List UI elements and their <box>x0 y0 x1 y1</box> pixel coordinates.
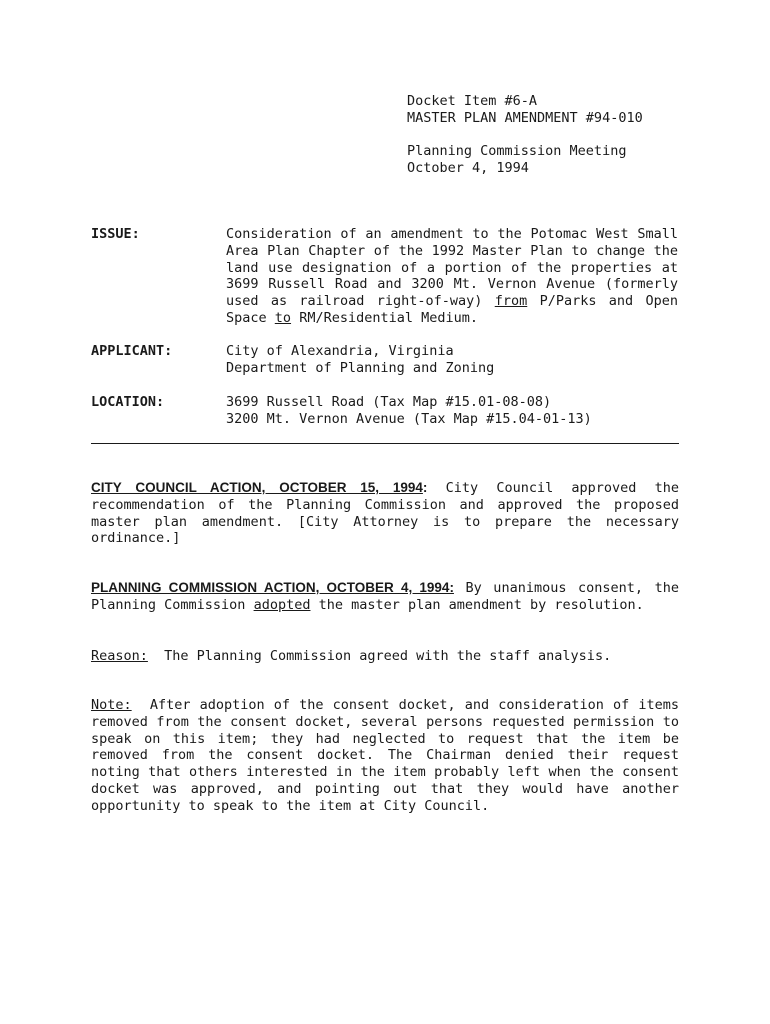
council-action-colon: : <box>422 480 428 495</box>
note-label: Note: <box>91 697 132 713</box>
applicant-line-2: Department of Planning and Zoning <box>226 359 495 376</box>
meeting-name: Planning Commission Meeting <box>407 143 627 160</box>
issue-description: Consideration of an amendment to the Potomac West Small Area Plan Chapter of the 1992 Master Plan to change the land use designation of a portion of the properties at 3699 Russell Road and 3200 Mt. Vernon Avenue (formerly used as railroad right-of-way) <box>226 226 678 310</box>
reason-paragraph <box>91 648 679 665</box>
master-plan-amendment-number: MASTER PLAN AMENDMENT #94-010 <box>407 109 643 126</box>
council-action-paragraph <box>91 480 679 547</box>
commission-action-adopted: adopted <box>253 596 311 613</box>
issue-to-word: to <box>274 309 292 326</box>
council-action-heading: CITY COUNCIL ACTION, OCTOBER 15, 1994 <box>91 480 423 495</box>
reason-text: The Planning Commission agreed with the staff analysis. <box>164 648 612 664</box>
issue-from-designation: P/Parks and Open Space <box>226 293 678 326</box>
applicant-line-1: City of Alexandria, Virginia <box>226 343 454 359</box>
issue-from-word: from <box>494 293 528 310</box>
commission-action-text-before: By unanimous consent, the Planning Commission <box>91 580 679 613</box>
section-divider <box>91 443 679 444</box>
docket-header <box>407 93 737 177</box>
docket-item-number: Docket Item #6-A <box>407 93 538 109</box>
meeting-date: October 4, 1994 <box>407 160 529 177</box>
reason-label: Reason: <box>91 648 148 664</box>
note-paragraph <box>91 697 679 815</box>
location-label: LOCATION: <box>91 394 165 410</box>
location-line-1: 3699 Russell Road (Tax Map #15.01-08-08) <box>226 394 552 410</box>
issue-label: ISSUE: <box>91 226 140 242</box>
location-line-2: 3200 Mt. Vernon Avenue (Tax Map #15.04-01-13) <box>226 410 592 427</box>
commission-action-text-after: the master plan amendment by resolution. <box>318 596 644 613</box>
council-action-text: City Council approved the recommendation of the Planning Commission and approved the proposed master plan amendment. [City Attorney is to prepare the necessary ordinance.] <box>91 480 679 547</box>
issue-to-designation: RM/Residential Medium. <box>299 309 478 326</box>
issue-text <box>226 226 678 327</box>
commission-action-heading: PLANNING COMMISSION ACTION, OCTOBER 4, 1994: <box>91 580 454 595</box>
commission-action-paragraph <box>91 580 679 614</box>
applicant-label: APPLICANT: <box>91 343 173 359</box>
note-text: After adoption of the consent docket, and consideration of items removed from the consent docket, several persons requested permission to speak on this item; they had neglected to request that the item be removed from the consent docket. The Chairman denied their request noting that others interested in the item probably left when the consent docket was approved, and pointing out that they would have another opportunity to speak to the item at City Council. <box>91 697 679 814</box>
